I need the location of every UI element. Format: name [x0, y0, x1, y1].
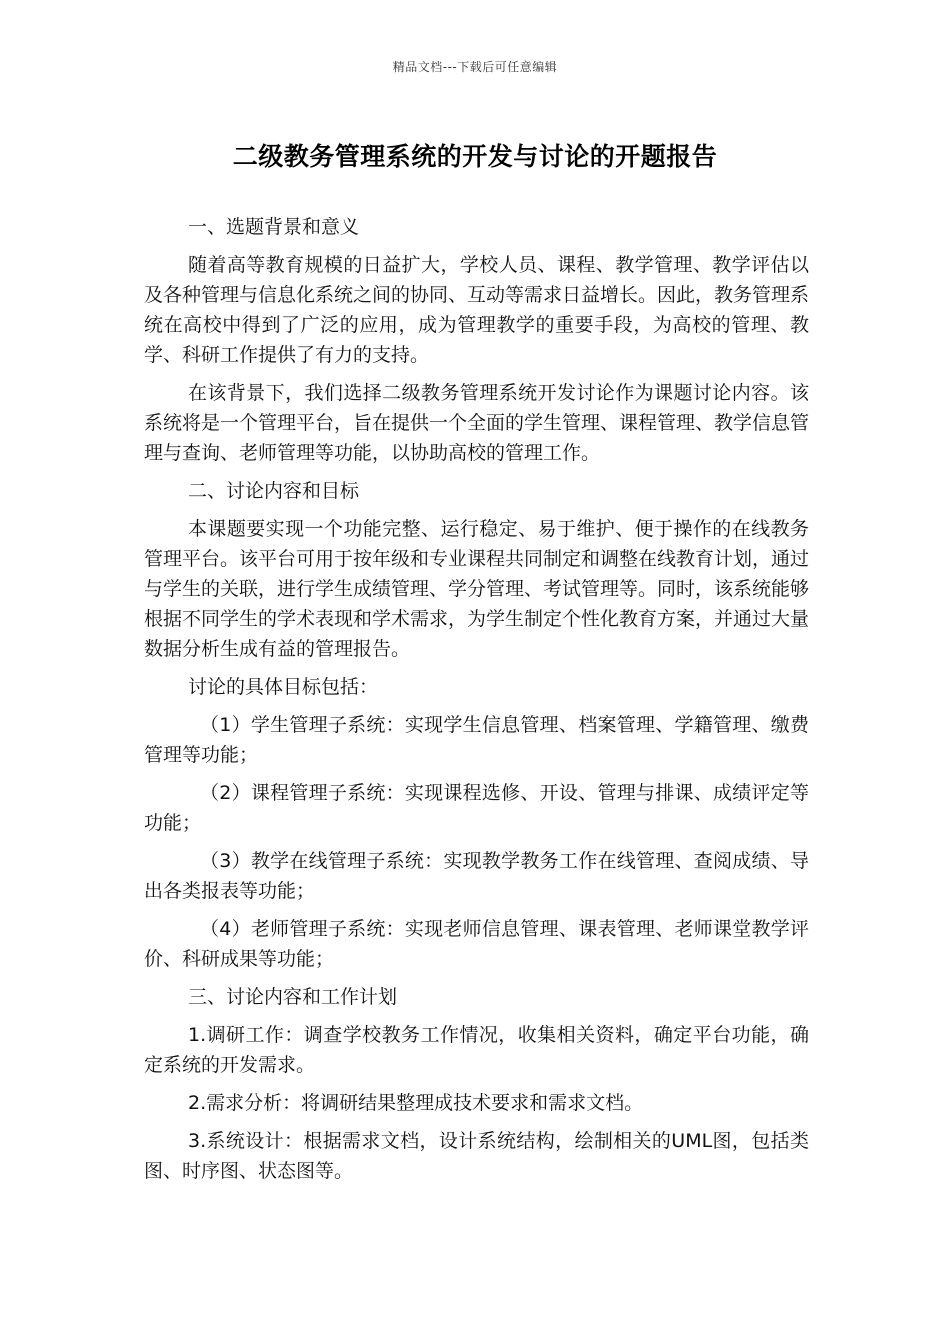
plan-step-research: 1.调研工作：调查学校教务工作情况，收集相关资料，确定平台功能，确定系统的开发需求。 [144, 1024, 809, 1076]
section-heading-work-plan: 三、讨论内容和工作计划 [188, 986, 398, 1008]
paragraph-platform-description: 本课题要实现一个功能完整、运行稳定、易于维护、便于操作的在线教务管理平台。该平台可用于按年级和专业课程共同制定和调整在线教育计划，通过与学生的关联，进行学生成绩管理、学分管理、考试管理等。同时，该系统能够根据不同学生的学术表现和学术需求，为学生制定个性化教育方案，并通过大量数据分析生成有益的管理报告。 [144, 518, 810, 660]
header-note: 精品文档---下载后可任意编辑 [392, 60, 558, 74]
document-body [144, 212, 809, 1194]
plan-step-requirements: 2.需求分析：将调研结果整理成技术要求和需求文档。 [188, 1092, 644, 1114]
goal-item-course: （2）课程管理子系统：实现课程选修、开设、管理与排课、成绩评定等功能； [144, 782, 809, 834]
section-heading-background: 一、选题背景和意义 [188, 216, 360, 238]
section-heading-content-goals: 二、讨论内容和目标 [188, 480, 360, 502]
goals-intro: 讨论的具体目标包括： [188, 676, 379, 698]
paragraph-topic-choice: 在该背景下，我们选择二级教务管理系统开发讨论作为课题讨论内容。该系统将是一个管理平台，旨在提供一个全面的学生管理、课程管理、教学信息管理与查询、老师管理等功能，以协助高校的管理工作。 [144, 382, 810, 464]
goal-item-teacher: （4）老师管理子系统：实现老师信息管理、课表管理、老师课堂教学评价、科研成果等功能； [144, 918, 809, 970]
paragraph-background: 随着高等教育规模的日益扩大，学校人员、课程、教学管理、教学评估以及各种管理与信息化系统之间的协同、互动等需求日益增长。因此，教务管理系统在高校中得到了广泛的应用，成为管理教学的重要手段，为高校的管理、教学、科研工作提供了有力的支持。 [144, 254, 810, 366]
plan-step-design: 3.系统设计：根据需求文档，设计系统结构，绘制相关的UML图，包括类图、时序图、状态图等。 [144, 1130, 809, 1182]
document-title: 二级教务管理系统的开发与讨论的开题报告 [232, 142, 718, 171]
goal-item-student: （1）学生管理子系统：实现学生信息管理、档案管理、学籍管理、缴费管理等功能； [144, 714, 809, 766]
goal-item-teaching-online: （3）教学在线管理子系统：实现教学教务工作在线管理、查阅成绩、导出各类报表等功能； [144, 850, 809, 902]
